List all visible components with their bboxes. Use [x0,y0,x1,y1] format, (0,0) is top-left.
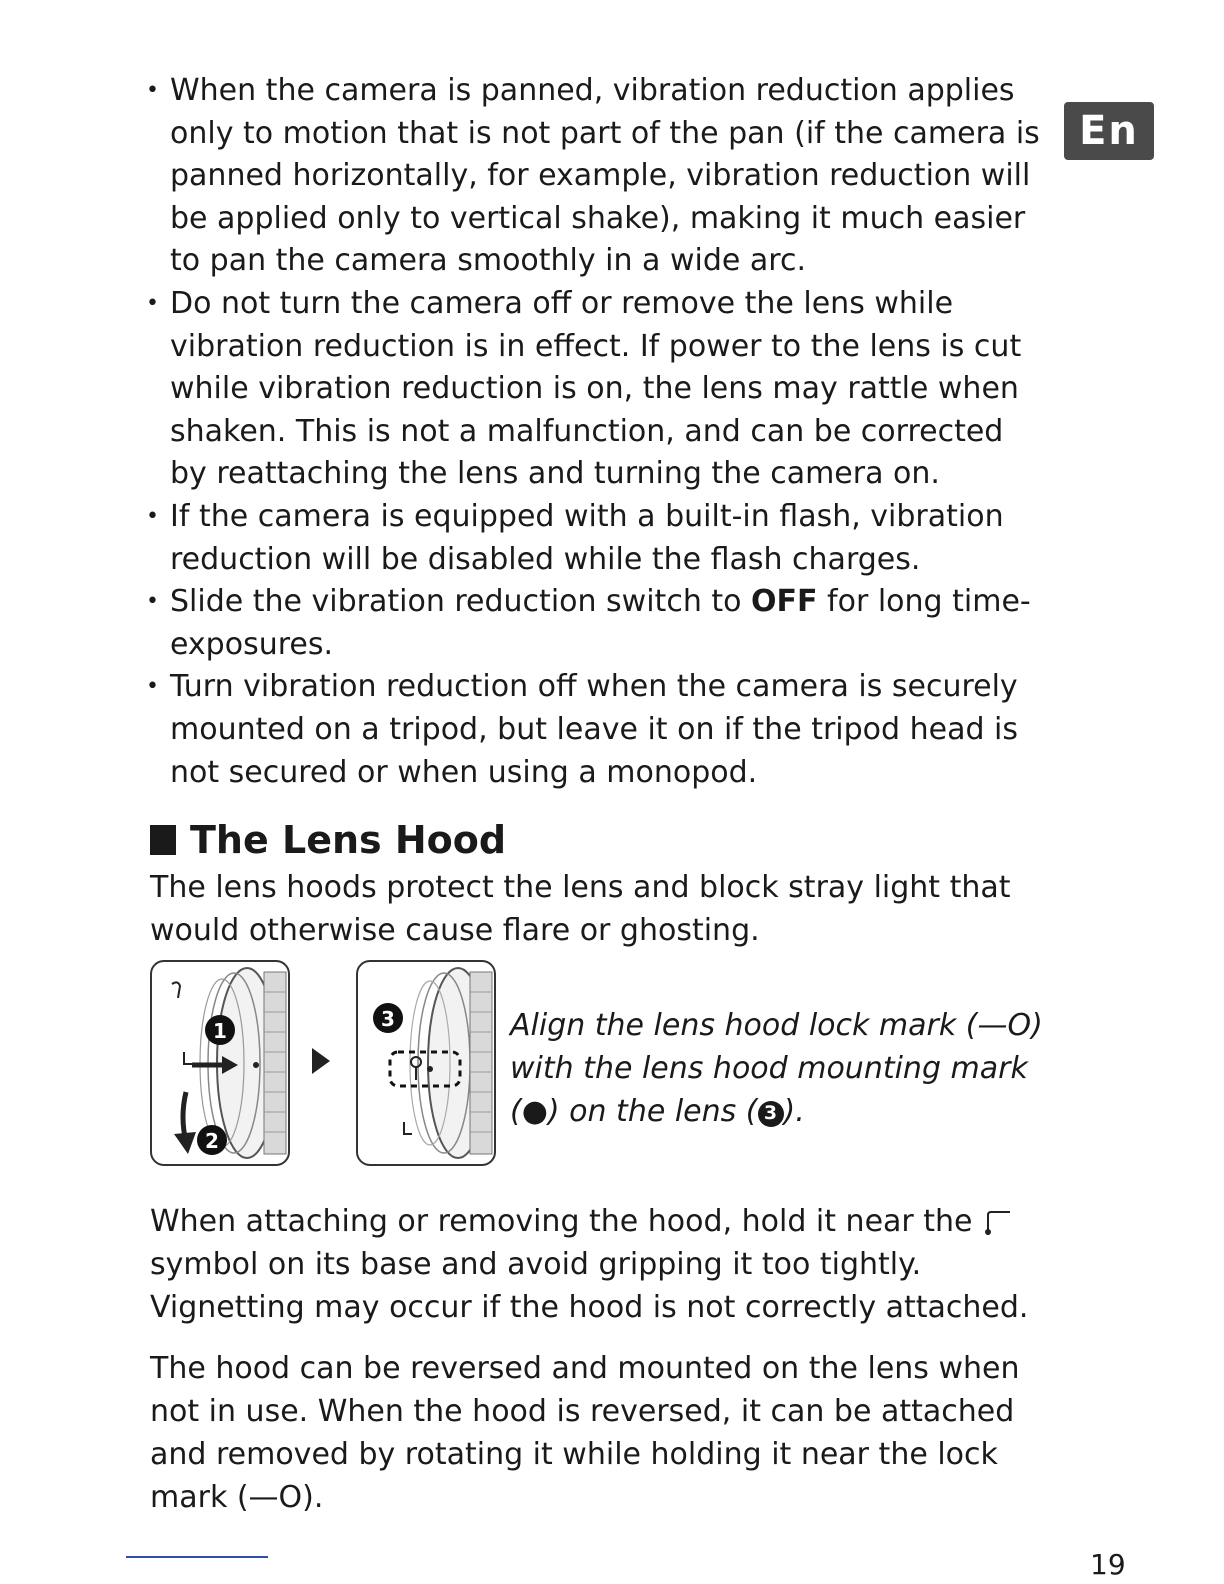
list-item-text: Slide the vibration reduction switch to [170,584,752,620]
paragraph-text: symbol on its base and avoid gripping it too tightly. Vignetting may occur if the hood is not correctly attached. [150,1247,1029,1325]
section-heading [150,818,506,862]
step-3-badge: 3 [758,1101,784,1127]
language-tab: En [1064,102,1154,160]
list-item: • Do not turn the camera off or remove the lens while vibration reduction is in effect. If power to the lens is cut while vibration reduction is on, the lens may rattle when shaken. This is not a malfunction, and can be corrected by reattaching the lens and turning the camera on. [140,283,1040,496]
lens-hood-figure-step3 [356,960,496,1166]
list-item: • Turn vibration reduction off when the camera is securely mounted on a tripod, but leave it on if the tripod head is not secured or when using a monopod. [140,666,1040,794]
caption-text: ). [783,1094,805,1129]
caption-text: Align the lens hood lock mark (—O) with the lens hood mounting mark ( [510,1008,1043,1129]
reverse-hood-paragraph: The hood can be reversed and mounted on the lens when not in use. When the hood is reversed, it can be attached and removed by rotating it while holding it near the lock mark (—O). [150,1351,1020,1515]
hood-grip-symbol-icon [982,1209,1012,1237]
next-step-arrow-icon [310,1046,332,1076]
lens-hood-figure-step1 [150,960,290,1166]
off-label: OFF [751,584,818,620]
figure-caption [510,1004,1050,1133]
paragraph-text: When attaching or removing the hood, hold it near the [150,1204,983,1239]
section-title: The Lens Hood [190,818,507,862]
vr-notes-list [140,70,1040,794]
attach-remove-paragraph [150,1200,1050,1329]
list-item [140,581,1040,666]
section-intro: The lens hoods protect the lens and block stray light that would otherwise cause flare or ghosting. [150,870,1011,948]
list-item: • If the camera is equipped with a built-in flash, vibration reduction will be disabled while the flash charges. [140,496,1040,581]
step-1-label: 1 [213,1019,227,1043]
heading-square-icon [150,825,176,855]
list-item: • When the camera is panned, vibration reduction applies only to motion that is not part of the pan (if the camera is panned horizontally, for example, vibration reduction will be applied only to vertical shake), making it much easier to pan the camera smoothly in a wide arc. [140,70,1040,283]
page-number: 19 [1090,1548,1126,1581]
step-2-label: 2 [205,1129,219,1153]
caption-text: ) on the lens ( [547,1094,758,1129]
mount-mark-icon: ● [521,1094,548,1129]
step-3-label: 3 [381,1007,395,1031]
footer-divider [126,1556,268,1558]
list-item-text: for long time-exposures. [170,584,1031,662]
